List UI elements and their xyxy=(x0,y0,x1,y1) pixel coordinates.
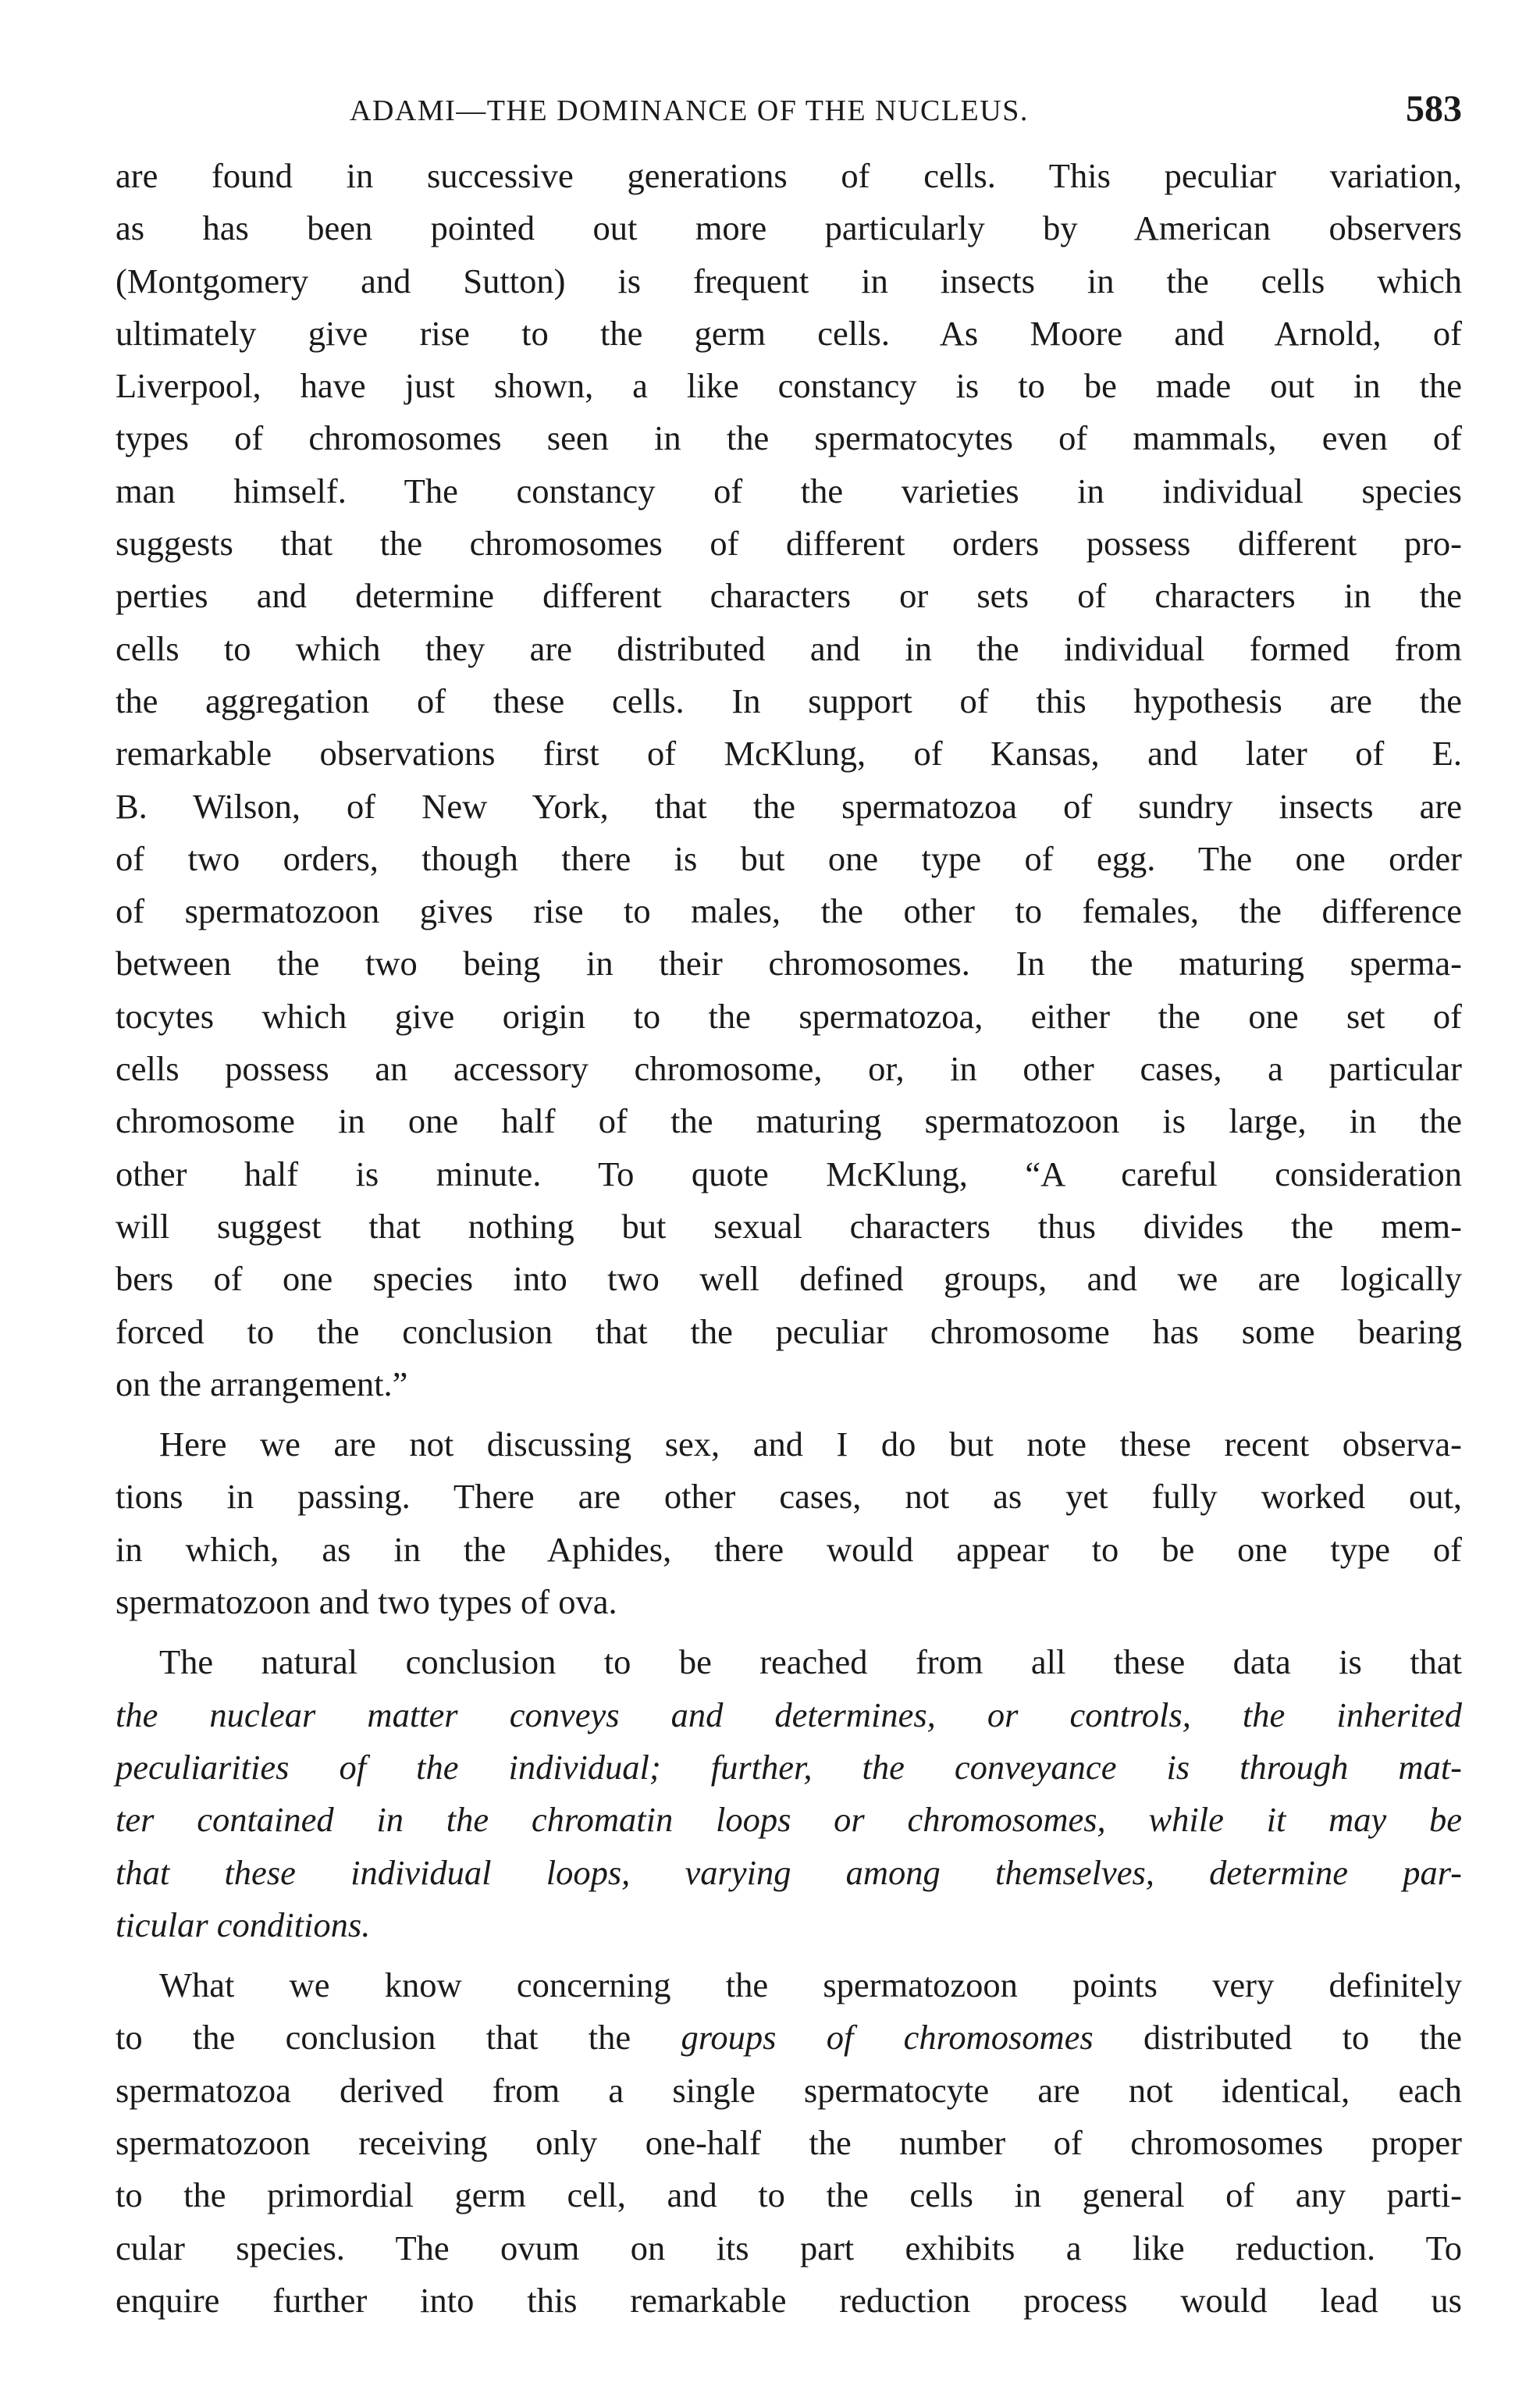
text-line-italic: ter contained in the chromatin loops or chromosomes, while it may be xyxy=(116,1800,1462,1840)
text-line-italic: ticular conditions. xyxy=(116,1905,371,1944)
text-line: (Montgomery and Sutton) is frequent in insects in the cells which xyxy=(116,261,1462,301)
body-text xyxy=(116,150,1462,2327)
text-line: What we know concerning the spermatozoon points very definitely xyxy=(159,1965,1462,2005)
italic-phrase: groups of chromosomes xyxy=(681,2018,1094,2058)
text-line: as has been pointed out more particularly by American observers xyxy=(116,208,1462,248)
text-line-italic: that these individual loops, varying among themselves, determine par- xyxy=(116,1852,1462,1892)
text-line: between the two being in their chromosomes. In the maturing sperma- xyxy=(116,944,1462,983)
text-line: tocytes which give origin to the spermatozoa, either the one set of xyxy=(116,996,1462,1036)
text-line: The natural conclusion to be reached from all these data is that xyxy=(159,1642,1462,1682)
text-line: to the primordial germ cell, and to the cells in general of any parti- xyxy=(116,2175,1462,2215)
text-line: enquire further into this remarkable reduction process would lead us xyxy=(116,2280,1462,2320)
text-line: on the arrangement.” xyxy=(116,1364,408,1403)
text-line: are found in successive generations of cells. This peculiar variation, xyxy=(116,156,1462,195)
page-number: 583 xyxy=(1406,88,1462,130)
paragraph-1 xyxy=(116,150,1462,1410)
text-line: will suggest that nothing but sexual characters thus divides the mem- xyxy=(116,1206,1462,1246)
text-line: other half is minute. To quote McKlung, “A careful consideration xyxy=(116,1154,1462,1193)
text-line: to the conclusion that the groups of chromosomes distributed to the xyxy=(116,2018,1462,2058)
text-line: man himself. The constancy of the varieties in individual species xyxy=(116,471,1462,510)
text-line: the aggregation of these cells. In support of this hypothesis are the xyxy=(116,681,1462,720)
text-line: Liverpool, have just shown, a like constancy is to be made out in the xyxy=(116,366,1462,406)
text-line: of spermatozoon gives rise to males, the other to females, the difference xyxy=(116,891,1462,931)
running-head xyxy=(116,87,1462,134)
text-line: spermatozoon receiving only one-half the number of chromosomes proper xyxy=(116,2122,1462,2162)
text-line: types of chromosomes seen in the spermatocytes of mammals, even of xyxy=(116,418,1462,458)
text-line: suggests that the chromosomes of different orders possess different pro- xyxy=(116,524,1462,564)
text-line: spermatozoa derived from a single spermatocyte are not identical, each xyxy=(116,2070,1462,2110)
text-line: cells to which they are distributed and in the individual formed from xyxy=(116,628,1462,668)
text-line: remarkable observations first of McKlung, of Kansas, and later of E. xyxy=(116,734,1462,774)
paragraph-3 xyxy=(116,1636,1462,1951)
text-line: ultimately give rise to the germ cells. As Moore and Arnold, of xyxy=(116,313,1462,353)
text-line: bers of one species into two well defined groups, and we are logically xyxy=(116,1259,1462,1299)
text-line-italic: peculiarities of the individual; further, the conveyance is through mat- xyxy=(116,1747,1462,1787)
text-line: chromosome in one half of the maturing spermatozoon is large, in the xyxy=(116,1101,1462,1141)
text-line: B. Wilson, of New York, that the spermatozoa of sundry insects are xyxy=(116,786,1462,826)
paragraph-2 xyxy=(116,1418,1462,1628)
text-line: spermatozoon and two types of ova. xyxy=(116,1582,617,1622)
text-line: tions in passing. There are other cases, not as yet fully worked out, xyxy=(116,1477,1462,1517)
text-line: cular species. The ovum on its part exhibits a like reduction. To xyxy=(116,2228,1462,2268)
text-line-italic: the nuclear matter conveys and determines, or controls, the inherited xyxy=(116,1695,1462,1734)
text-line: Here we are not discussing sex, and I do but note these recent observa- xyxy=(159,1425,1462,1464)
running-title: ADAMI—THE DOMINANCE OF THE NUCLEUS. xyxy=(350,94,1029,127)
text-line: in which, as in the Aphides, there would appear to be one type of xyxy=(116,1529,1462,1569)
text-line: of two orders, though there is but one type of egg. The one order xyxy=(116,838,1462,878)
paragraph-4 xyxy=(116,1959,1462,2327)
text-line: perties and determine different characters or sets of characters in the xyxy=(116,576,1462,616)
text-line: cells possess an accessory chromosome, or, in other cases, a particular xyxy=(116,1049,1462,1089)
text-line: forced to the conclusion that the peculiar chromosome has some bearing xyxy=(116,1311,1462,1351)
